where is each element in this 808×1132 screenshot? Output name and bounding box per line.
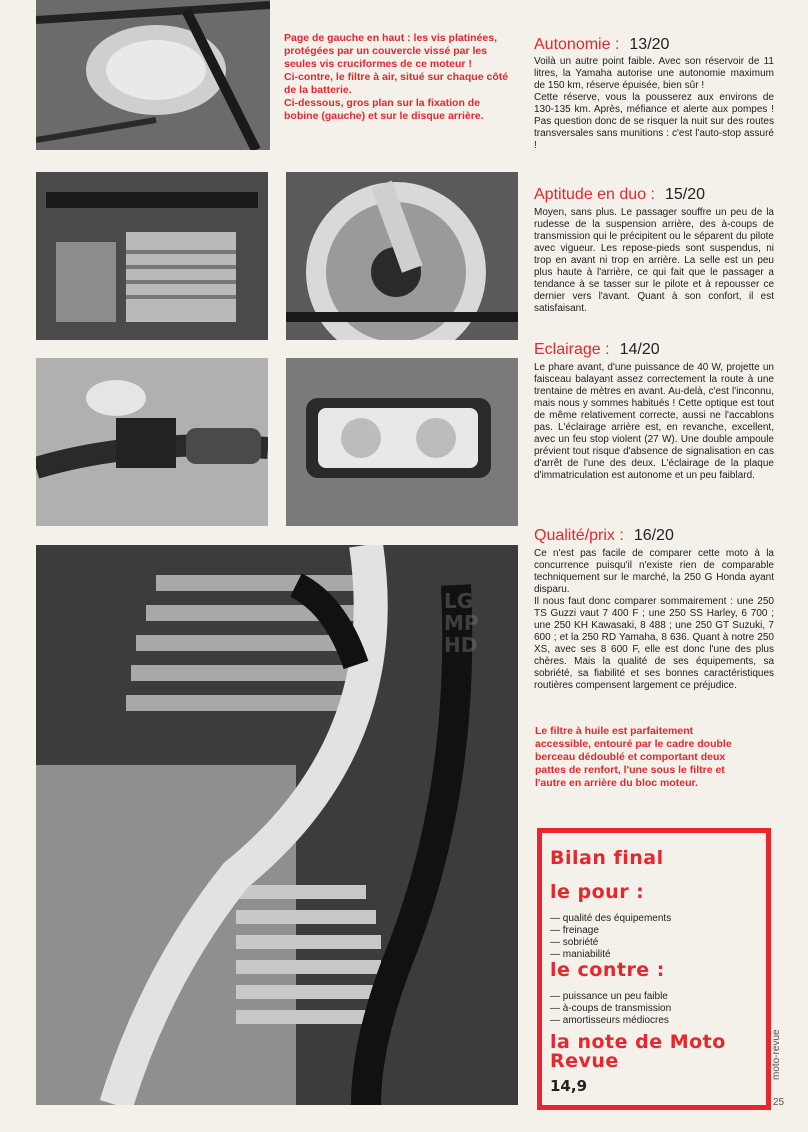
section-title-autonomie: [534, 36, 669, 54]
pour-title: le pour :: [550, 881, 645, 903]
paragraph: Ce n'est pas facile de comparer cette moto à la concurrence puisqu'il n'existe rien de comparable techniquement sur le marché, la 250 G Honda ayant disparu.: [534, 548, 774, 595]
paragraph: Voilà un autre point faible. Avec son réservoir de 11 litres, la Yamaha autorise une autonomie maximum de 150 km, réserve épuisée, bien sûr !: [534, 56, 774, 91]
list-item: — freinage: [550, 925, 671, 937]
section-title-label: Qualité/prix :: [534, 527, 624, 544]
magazine-side-label: moto-revue: [771, 1029, 782, 1080]
section-title-eclairage: [534, 341, 660, 359]
caption-top-line-1: Page de gauche en haut : les vis platinées, protégées par un couvercle vissé par les seules vis cruciformes de ce moteur !: [284, 32, 497, 70]
section-score: 16/20: [633, 527, 674, 544]
note-title: la note de Moto Revue: [550, 1031, 726, 1072]
contre-title: le contre :: [550, 959, 665, 981]
list-item: — sobriété: [550, 937, 671, 949]
page-number: 25: [773, 1097, 785, 1108]
list-item: — à-coups de transmission: [550, 1003, 671, 1015]
bilan-final-box: [537, 828, 771, 1110]
photo-points-cover: [36, 0, 270, 150]
caption-top-line-3: Ci-dessous, gros plan sur la fixation de bobine (gauche) et sur le disque arrière.: [284, 97, 484, 122]
list-item: — maniabilité: [550, 949, 671, 961]
section-body-autonomie: [534, 56, 774, 152]
note-value: 14,9: [550, 1077, 588, 1095]
section-score: 13/20: [629, 36, 670, 53]
section-body-eclairage: [534, 362, 774, 482]
section-body-qualite-prix: [534, 548, 774, 692]
list-item: — qualité des équipements: [550, 913, 671, 925]
photo-air-filter: [36, 172, 268, 340]
pour-list: [550, 913, 671, 961]
caption-bottom: [535, 725, 745, 790]
section-title-label: Autonomie :: [534, 36, 620, 53]
bilan-title: Bilan final: [550, 847, 664, 869]
caption-top-line-2: Ci-contre, le filtre à air, situé sur chaque côté de la batterie.: [284, 71, 509, 96]
section-title-duo: [534, 186, 705, 204]
section-title-qualite-prix: [534, 527, 674, 545]
photo-handlebar-switch: [36, 358, 268, 526]
section-body-duo: [534, 207, 774, 315]
section-score: 15/20: [664, 186, 706, 203]
caption-bottom-text: Le filtre à huile est parfaitement accessible, entouré par le cadre double berceau dédoublé et comportant deux pattes de renfort, l'une sous le filtre et l'autre en arrière du bloc moteur.: [535, 725, 732, 789]
photo-tail-light: [286, 358, 518, 526]
list-item: — puissance un peu faible: [550, 991, 671, 1003]
paragraph: Le phare avant, d'une puissance de 40 W, projette un faisceau balayant assez correctement la route à une trentaine de mètres en avant. Au-delà, c'est l'inconnu, mais nous y sommes habitués ! Cette optique est tout de même relativement correcte, aussi ne l'accablons pas. L'éclairage arrière est, en revanche, excellent, avec un feu stop violent (27 W). Une double ampoule prévient tout risque d'absence de signalisation en cas d'arrêt de l'une des deux. L'éclairage de la plaque d'immatriculation est autonome et un peu faiblard.: [534, 362, 774, 481]
photo-rear-disc: [286, 172, 518, 340]
section-title-label: Eclairage :: [534, 341, 610, 358]
contre-list: [550, 991, 671, 1027]
paragraph: Il nous faut donc comparer sommairement : une 250 TS Guzzi vaut 7 400 F ; une 250 SS Harley, 6 700 ; une 250 KH Kawasaki, 8 488 ; une 250 GT Suzuki, 7 600 ; et la 250 RD Yamaha, 8 636. Quant à notre 250 XS, avec ses 8 600 F, elle est donc l'une des plus chères. Mais la qualité de ses équipements, sa sobriété, sa fiabilité et ses bonnes caractéristiques routières compensent largement ce préjudice.: [534, 596, 774, 691]
caption-top: [284, 32, 516, 123]
paragraph: Moyen, sans plus. Le passager souffre un peu de la rudesse de la suspension arrière, des à-coups de transmission qui le précipitent ou le séparent du pilote avec vigueur. Les repose-pieds sont suspendus, ni trop en avant ni trop en arrière. La selle est un peu plus haute à l'arrière, ce qui fait que le passager a tendance à se tasser sur le pilote et à repousser ce dernier vers l'avant. Quant à son confort, il est satisfaisant.: [534, 207, 774, 314]
watermark-logo: LG MP HD: [444, 589, 479, 657]
paragraph: Cette réserve, vous la pousserez aux environs de 130-135 km. Après, méfiance et alerte aux pompes ! Pas question donc de se risquer la nuit sur des routes transversales sans munitions : c'est l'auto-stop assuré !: [534, 92, 774, 151]
section-title-label: Aptitude en duo :: [534, 186, 655, 203]
list-item: — amortisseurs médiocres: [550, 1015, 671, 1027]
section-score: 14/20: [619, 341, 660, 358]
